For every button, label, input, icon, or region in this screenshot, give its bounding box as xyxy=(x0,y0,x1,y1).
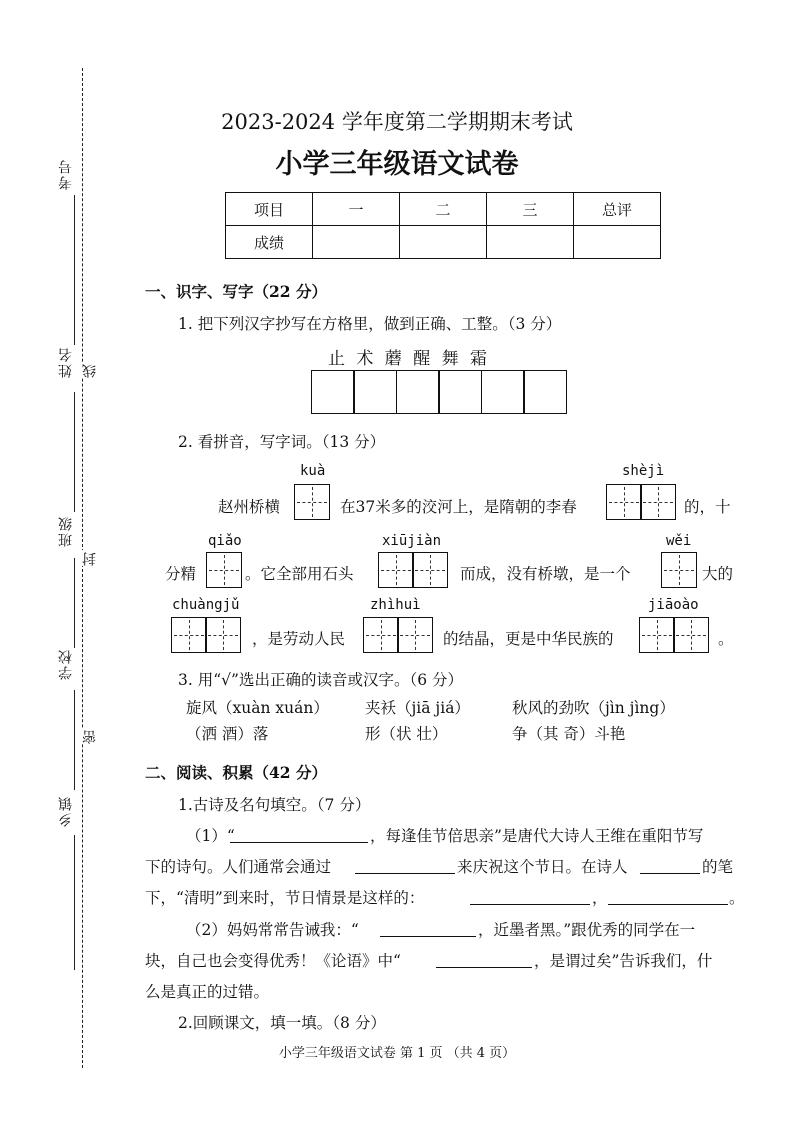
score-label: 成绩 xyxy=(226,226,313,259)
para-1a: （1）“ xyxy=(186,827,235,845)
score-cell-two: 二 xyxy=(400,193,487,226)
binding-dashed-line xyxy=(82,68,83,1068)
line-1c: 的，十 xyxy=(684,498,731,516)
score-cell-total: 总评 xyxy=(574,193,661,226)
blank-qingming-2[interactable] xyxy=(608,886,728,905)
town-field[interactable] xyxy=(74,835,75,970)
tian-box[interactable] xyxy=(606,484,642,520)
name-label: 姓名 xyxy=(58,346,74,378)
line-3b: 的结晶，更是中华民族的 xyxy=(443,630,614,648)
para-2c: 的笔 xyxy=(702,858,734,876)
writing-box[interactable] xyxy=(523,370,567,414)
secret-mark: 密 xyxy=(82,728,98,744)
answer-box-xiujian xyxy=(379,552,448,588)
para-3a: 下，“清明”到来时，节日情景是这样的： xyxy=(145,889,425,907)
question-1-3: 3. 用“√”选出正确的读音或汉字。（6 分） xyxy=(178,671,463,689)
tian-box[interactable] xyxy=(412,552,448,588)
pinyin-kua: kuà xyxy=(300,463,326,479)
line-2a: 分精 xyxy=(165,565,197,583)
answer-box-jiaoao xyxy=(640,617,709,653)
score-header-row xyxy=(226,193,661,226)
pinyin-qiao: qiǎo xyxy=(208,533,242,549)
line-1b: 在37米多的洨河上，是隋朝的李春 xyxy=(340,498,577,516)
blank-lunyu[interactable] xyxy=(436,949,532,968)
pinyin-zhihui: zhìhuì xyxy=(370,597,421,613)
writing-box[interactable] xyxy=(438,370,482,414)
blank-qingming-1[interactable] xyxy=(470,886,590,905)
pinyin-sheji: shèjì xyxy=(622,463,665,479)
para-3b: ， xyxy=(592,889,608,907)
question-2-2: 2.回顾课文，填一填。（8 分） xyxy=(178,1014,386,1032)
tian-box[interactable] xyxy=(294,484,330,520)
blank-proverb[interactable] xyxy=(380,918,476,937)
tian-box[interactable] xyxy=(397,617,433,653)
exam-number-field[interactable] xyxy=(74,195,75,345)
para-4a: （2）妈妈常常告诫我：“ xyxy=(186,921,359,939)
para-1b: ，每逢佳节倍思亲”是唐代大诗人王维在重阳节写 xyxy=(370,827,704,845)
para-5a: 块，自己也会变得优秀！《论语》中“ xyxy=(145,952,401,970)
writing-box[interactable] xyxy=(311,370,355,414)
blank-celebrate[interactable] xyxy=(355,855,455,874)
pinyin-xiujian: xiūjiàn xyxy=(382,533,442,549)
name-field[interactable] xyxy=(74,392,75,512)
class-label: 班级 xyxy=(58,515,74,547)
score-input[interactable] xyxy=(313,226,400,259)
school-field[interactable] xyxy=(74,690,75,790)
question-1-1: 1. 把下列汉字抄写在方格里，做到正确、工整。（3 分） xyxy=(178,315,562,333)
characters-to-copy: 止 术 蘑 醒 舞 霜 xyxy=(328,349,491,369)
tian-box[interactable] xyxy=(673,617,709,653)
tian-box[interactable] xyxy=(206,552,242,588)
pinyin-chuangju: chuàngjǔ xyxy=(172,597,240,613)
section-1-heading: 一、识字、写字（22 分） xyxy=(145,282,327,301)
line-2c: 而成，没有桥墩，是一个 xyxy=(460,565,631,583)
writing-box[interactable] xyxy=(481,370,525,414)
exam-title: 2023-2024 学年度第二学期期末考试 xyxy=(221,110,573,134)
option-jiaao[interactable]: 夹袄（jiā jiá） xyxy=(365,699,470,717)
answer-box-zhihui xyxy=(364,617,433,653)
copy-grid xyxy=(312,370,567,414)
answer-box-kua xyxy=(295,484,330,520)
blank-poem-1[interactable] xyxy=(230,824,368,843)
pinyin-jiaoao: jiāoào xyxy=(648,597,699,613)
option-zhengqi[interactable]: 争（其 奇）斗艳 xyxy=(512,725,626,743)
line-mark: 线 xyxy=(82,362,98,378)
tian-box[interactable] xyxy=(639,617,675,653)
para-4b: ，近墨者黑。”跟优秀的同学在一 xyxy=(478,921,696,939)
writing-box[interactable] xyxy=(353,370,397,414)
writing-box[interactable] xyxy=(396,370,440,414)
line-1a: 赵州桥横 xyxy=(218,498,281,516)
answer-box-qiao xyxy=(207,552,242,588)
tian-box[interactable] xyxy=(363,617,399,653)
page-footer: 小学三年级语文试卷 第 1 页 （共 4 页） xyxy=(278,1046,516,1061)
answer-box-chuangju xyxy=(172,617,241,653)
para-3c: 。 xyxy=(729,889,745,907)
score-input[interactable] xyxy=(574,226,661,259)
tian-box[interactable] xyxy=(205,617,241,653)
tian-box[interactable] xyxy=(378,552,414,588)
para-6: 么是真正的过错。 xyxy=(145,983,270,1001)
line-2b: 。它全部用石头 xyxy=(245,565,354,583)
class-field[interactable] xyxy=(74,558,75,648)
score-value-row xyxy=(226,226,661,259)
option-xuanfeng[interactable]: 旋风（xuàn xuán） xyxy=(186,699,329,717)
score-cell-one: 一 xyxy=(313,193,400,226)
line-3a: ，是劳动人民 xyxy=(252,630,346,648)
paper-title: 小学三年级语文试卷 xyxy=(275,149,519,180)
para-2a: 下的诗句。人们通常会通过 xyxy=(145,858,332,876)
option-saluo[interactable]: （洒 酒）落 xyxy=(186,725,269,743)
answer-box-wei xyxy=(662,552,697,588)
option-xingzhuang[interactable]: 形（状 壮） xyxy=(365,725,448,743)
score-cell-three: 三 xyxy=(487,193,574,226)
tian-box[interactable] xyxy=(171,617,207,653)
option-jinchui[interactable]: 秋风的劲吹（jìn jìng） xyxy=(512,699,675,717)
line-3c: 。 xyxy=(718,630,734,648)
seal-mark: 封 xyxy=(82,550,98,566)
tian-box[interactable] xyxy=(640,484,676,520)
section-2-heading: 二、阅读、积累（42 分） xyxy=(145,763,327,782)
score-table xyxy=(225,192,661,259)
tian-box[interactable] xyxy=(661,552,697,588)
score-cell-item: 项目 xyxy=(226,193,313,226)
exam-number-label: 考号 xyxy=(58,158,74,190)
question-1-2: 2. 看拼音，写字词。（13 分） xyxy=(178,433,386,451)
question-2-1: 1.古诗及名句填空。（7 分） xyxy=(178,796,371,814)
line-2d: 大的 xyxy=(702,565,734,583)
score-input[interactable] xyxy=(400,226,487,259)
school-label: 学校 xyxy=(58,648,74,680)
answer-box-sheji xyxy=(607,484,676,520)
town-label: 乡镇 xyxy=(58,795,74,827)
pinyin-wei: wěi xyxy=(666,533,692,549)
score-input[interactable] xyxy=(487,226,574,259)
para-2b: 来庆祝这个节日。在诗人 xyxy=(457,858,628,876)
para-5b: ，是谓过矣”告诉我们，什 xyxy=(534,952,713,970)
blank-poet[interactable] xyxy=(640,855,700,874)
